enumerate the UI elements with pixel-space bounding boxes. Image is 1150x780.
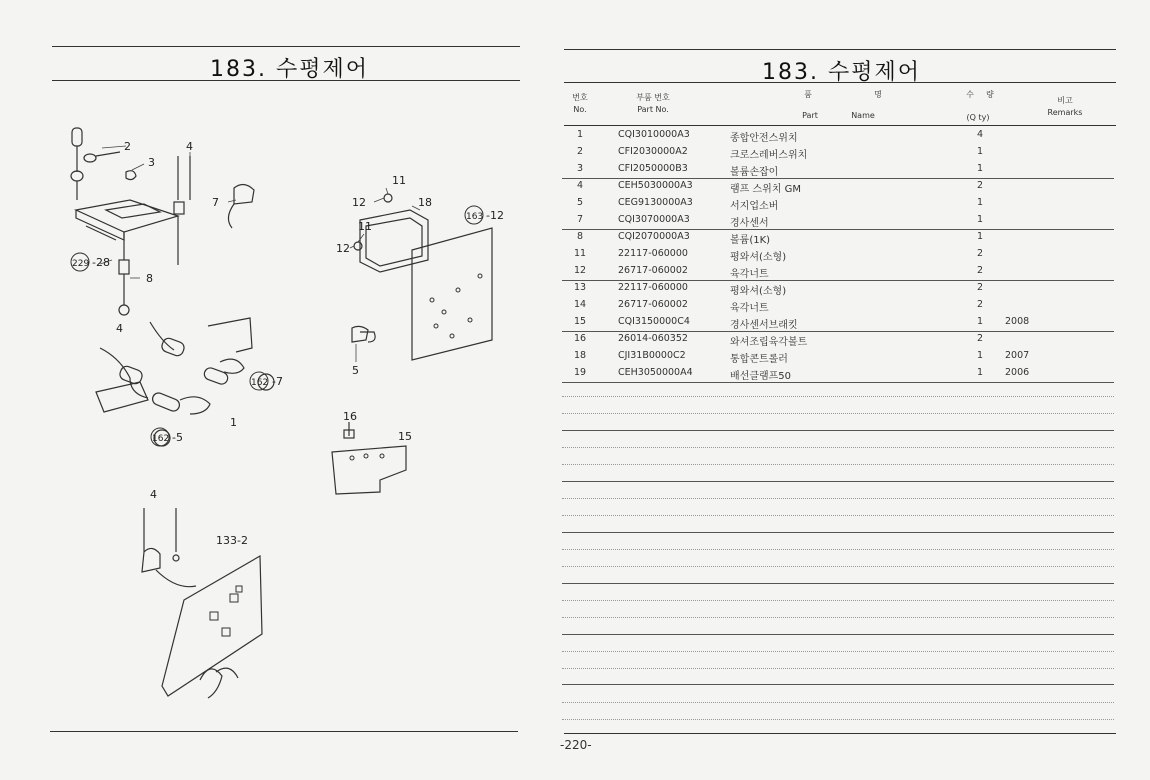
row-number: 13	[573, 282, 587, 293]
callout-11-mid: 11	[358, 220, 372, 233]
row-number: 5	[576, 197, 584, 208]
callout-162-b-suffix: -5	[172, 431, 183, 444]
callout-12-mid: 12	[336, 242, 350, 255]
table-row	[560, 144, 1115, 161]
exploded-parts-diagram	[40, 100, 520, 720]
part-name: 평와셔(소형)	[730, 252, 787, 263]
part-name: 볼륨(1K)	[730, 235, 771, 246]
faint-rule	[562, 515, 1114, 516]
part-name: 육각너트	[730, 303, 769, 314]
table-row	[560, 280, 1115, 297]
callout-16: 16	[343, 410, 357, 423]
callout-15: 15	[398, 430, 412, 443]
left-page-title: 183. 수평제어	[210, 57, 369, 82]
part-name: 육각너트	[730, 269, 769, 280]
callout-8: 8	[146, 272, 153, 285]
row-number: 11	[573, 248, 587, 259]
mounting-plate	[162, 556, 262, 696]
part-name: 배선클램프50	[730, 371, 792, 382]
faint-rule	[562, 668, 1114, 669]
right-page-title: 183. 수평제어	[762, 60, 921, 85]
quantity: 4	[976, 129, 984, 140]
quantity: 1	[976, 214, 984, 225]
row-number: 14	[573, 299, 587, 310]
quantity: 1	[976, 316, 984, 327]
row-number: 3	[576, 163, 584, 174]
table-row	[560, 331, 1115, 348]
blank-rule	[562, 684, 1114, 685]
sensor-bracket	[332, 446, 406, 494]
callout-7: 7	[212, 196, 219, 209]
part-name: 와셔조립육각볼트	[730, 337, 808, 348]
part-number: CQI3070000A3	[618, 214, 690, 225]
blank-rule	[562, 481, 1114, 482]
part-number: CFI2030000A2	[618, 146, 688, 157]
faint-rule	[562, 702, 1114, 703]
part-number: 26014-060352	[618, 333, 688, 344]
part-number: CEG9130000A3	[618, 197, 693, 208]
page-number: -220-	[560, 738, 592, 752]
header-name-en-2: Name	[851, 111, 875, 120]
table-row	[560, 178, 1115, 195]
part-number: CEH3050000A4	[618, 367, 693, 378]
table-row	[560, 212, 1115, 229]
quantity: 2	[976, 265, 984, 276]
faint-rule	[562, 566, 1114, 567]
quantity: 2	[976, 248, 984, 259]
callout-12-top: 12	[352, 196, 366, 209]
part-name: 종합안전스위치	[730, 133, 798, 144]
faint-rule	[562, 498, 1114, 499]
part-name: 크로스레버스위치	[730, 150, 808, 161]
callout-162-a: 162	[251, 378, 269, 388]
callout-4-harness: 4	[116, 322, 123, 335]
table-row	[560, 348, 1115, 365]
part-name: 통합콘트롤러	[730, 354, 788, 365]
faint-rule	[562, 617, 1114, 618]
callout-133-2: 133-2	[216, 534, 248, 547]
quantity: 1	[976, 197, 984, 208]
title-rule-top	[52, 46, 520, 47]
part-number: CQI2070000A3	[618, 231, 690, 242]
faint-rule	[562, 549, 1114, 550]
callout-1: 1	[230, 416, 237, 429]
quantity: 1	[976, 163, 984, 174]
row-number: 8	[576, 231, 584, 242]
remarks: 2007	[1005, 350, 1030, 361]
header-no: 번호 No.	[572, 93, 588, 114]
row-number: 1	[576, 129, 584, 140]
part-number: CQI3010000A3	[618, 129, 690, 140]
blank-rule	[562, 430, 1114, 431]
table-row	[560, 161, 1115, 178]
part-name: 램프 스위치 GM	[730, 184, 802, 195]
quantity: 2	[976, 180, 984, 191]
left-page	[0, 0, 540, 780]
faint-rule	[562, 719, 1114, 720]
right-footer-rule	[564, 733, 1116, 734]
callout-3: 3	[148, 156, 155, 169]
row-number: 4	[576, 180, 584, 191]
part-number: 22117-060000	[618, 282, 688, 293]
header-name-kr-2: 명	[874, 90, 882, 99]
part-number: 22117-060000	[618, 248, 688, 259]
callout-163-suffix: -12	[486, 209, 504, 222]
table-row	[560, 297, 1115, 314]
table-row	[560, 365, 1115, 382]
row-number: 12	[573, 265, 587, 276]
row-number: 18	[573, 350, 587, 361]
quantity: 2	[976, 333, 984, 344]
quantity: 2	[976, 282, 984, 293]
left-footer-rule	[50, 731, 518, 732]
callout-11-top: 11	[392, 174, 406, 187]
callout-162-b: 162	[152, 434, 170, 444]
row-number: 16	[573, 333, 587, 344]
callout-4: 4	[186, 140, 193, 153]
header-qty-en: (Q ty)	[966, 113, 990, 122]
table-row	[560, 263, 1115, 280]
faint-rule	[562, 447, 1114, 448]
blank-rule	[562, 583, 1114, 584]
remarks: 2006	[1005, 367, 1030, 378]
callout-229-suffix: -28	[92, 256, 110, 269]
header-qty-kr-1: 수	[966, 90, 974, 99]
lever-knob	[72, 128, 82, 146]
quantity: 2	[976, 299, 984, 310]
right-page	[540, 0, 1150, 780]
part-name: 경사센서브래킷	[730, 320, 798, 331]
part-number: CFI2050000B3	[618, 163, 688, 174]
callout-5: 5	[352, 364, 359, 377]
part-name: 평와셔(소형)	[730, 286, 787, 297]
row-group-rule	[562, 382, 1114, 383]
table-row	[560, 127, 1115, 144]
quantity: 1	[976, 350, 984, 361]
row-number: 19	[573, 367, 587, 378]
right-title-rule-bottom	[564, 82, 1116, 83]
blank-rule	[562, 532, 1114, 533]
part-number: CEH5030000A3	[618, 180, 693, 191]
row-number: 15	[573, 316, 587, 327]
header-rule	[564, 125, 1116, 126]
part-number: CJI31B0000C2	[618, 350, 686, 361]
part-name: 서지업소버	[730, 201, 779, 212]
row-number: 2	[576, 146, 584, 157]
callout-229: 229	[72, 259, 90, 269]
remarks: 2008	[1005, 316, 1030, 327]
title-rule-bottom	[52, 80, 520, 81]
right-title-rule-top	[564, 49, 1116, 50]
row-number: 7	[576, 214, 584, 225]
header-remarks: 비고 Remarks	[1047, 96, 1083, 117]
faint-rule	[562, 600, 1114, 601]
part-number: CQI3150000C4	[618, 316, 690, 327]
header-part-no: 부품 번호 Part No.	[636, 93, 670, 114]
header-qty-kr-2: 량	[986, 90, 994, 99]
table-row	[560, 195, 1115, 212]
faint-rule	[562, 396, 1114, 397]
callout-4-lower: 4	[150, 488, 157, 501]
quantity: 1	[976, 146, 984, 157]
table-row	[560, 246, 1115, 263]
blank-rule	[562, 634, 1114, 635]
callout-162-a-suffix: -7	[272, 375, 283, 388]
part-name: 경사센서	[730, 218, 769, 229]
part-name: 볼륨손잡이	[730, 167, 779, 178]
callout-18: 18	[418, 196, 432, 209]
quantity: 1	[976, 367, 984, 378]
callout-163: 163	[466, 212, 484, 222]
table-row	[560, 314, 1115, 331]
part-number: 26717-060002	[618, 299, 688, 310]
quantity: 1	[976, 231, 984, 242]
faint-rule	[562, 464, 1114, 465]
callout-2: 2	[124, 140, 131, 153]
part-number: 26717-060002	[618, 265, 688, 276]
header-name-en-1: Part	[802, 111, 818, 120]
faint-rule	[562, 651, 1114, 652]
table-row	[560, 229, 1115, 246]
faint-rule	[562, 413, 1114, 414]
header-name-kr-1: 품	[804, 90, 812, 99]
panel-plate	[412, 228, 492, 360]
